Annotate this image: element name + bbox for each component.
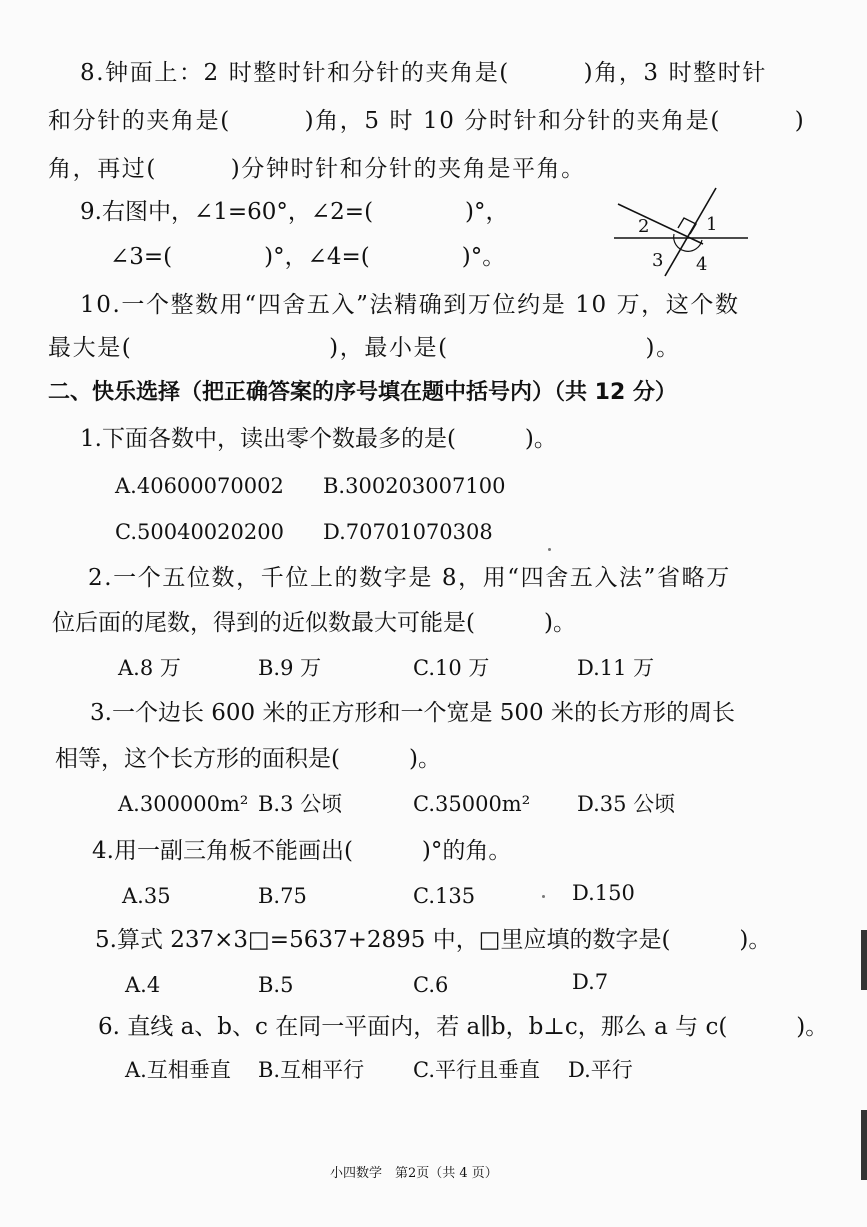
angle-label-3: 3 [652, 250, 664, 271]
choice-q1-option-c: C.50040020200 [115, 520, 284, 544]
choice-q1-stem: 1.下面各数中，读出零个数最多的是( )。 [80, 426, 557, 452]
choice-q6-option-d: D.平行 [568, 1058, 633, 1082]
choice-q3-option-d: D.35 公顷 [577, 792, 676, 816]
q9-line-1: 9.右图中，∠1=60°，∠2=( )°， [80, 199, 509, 225]
choice-q2-option-d: D.11 万 [577, 656, 655, 680]
scan-edge-mark [861, 930, 867, 990]
choice-q5-stem: 5.算式 237×3□=5637+2895 中，□里应填的数字是( )。 [95, 927, 772, 953]
choice-q2-option-c: C.10 万 [413, 656, 490, 680]
choice-q5-option-b: B.5 [258, 973, 294, 997]
choice-q1-option-d: D.70701070308 [323, 520, 493, 544]
choice-q6-option-a: A.互相垂直 [125, 1058, 231, 1082]
page-footer: 小四数学 第2页（共 4 页） [330, 1166, 498, 1181]
choice-q4-option-a: A.35 [122, 884, 171, 908]
choice-q6-stem: 6. 直线 a、b、c 在同一平面内，若 a∥b，b⊥c，那么 a 与 c( )。 [98, 1014, 829, 1040]
q10-line-2: 最大是( )，最小是( )。 [48, 335, 681, 361]
choice-q2-option-a: A.8 万 [118, 656, 181, 680]
choice-q1-option-a: A.40600070002 [115, 474, 284, 498]
angle-label-1: 1 [706, 214, 718, 235]
choice-q4-option-c: C.135 [413, 884, 476, 908]
choice-q3-stem-line-1: 3.一个边长 600 米的正方形和一个宽是 500 米的长方形的周长 [90, 700, 735, 726]
q10-line-1: 10.一个整数用“四舍五入”法精确到万位约是 10 万，这个数 [80, 292, 740, 318]
q8-line-1: 8.钟面上：2 时整时针和分针的夹角是( )角，3 时整时针 [80, 60, 767, 86]
choice-q3-option-c: C.35000m² [413, 792, 531, 816]
scan-speck [548, 548, 551, 551]
q9-line-2: ∠3=( )°，∠4=( )°。 [110, 244, 506, 270]
choice-q4-option-b: B.75 [258, 884, 307, 908]
choice-q2-stem-line-2: 位后面的尾数，得到的近似数最大可能是( )。 [52, 610, 576, 636]
choice-q3-option-b: B.3 公顷 [258, 792, 343, 816]
choice-q3-option-a: A.300000m² [118, 792, 249, 816]
choice-q4-option-d: D.150 [572, 881, 635, 905]
choice-q6-option-b: B.互相平行 [258, 1058, 365, 1082]
section-heading: 二、快乐选择（把正确答案的序号填在题中括号内）（共 12 分） [48, 380, 677, 405]
choice-q3-stem-line-2: 相等，这个长方形的面积是( )。 [55, 746, 441, 772]
choice-q5-option-c: C.6 [413, 973, 449, 997]
q8-line-2: 和分针的夹角是( )角，5 时 10 分时针和分针的夹角是( ) [48, 108, 806, 134]
scan-speck [542, 895, 545, 898]
choice-q6-option-c: C.平行且垂直 [413, 1058, 540, 1082]
choice-q5-option-a: A.4 [125, 973, 161, 997]
angle-figure [608, 184, 753, 280]
angle-label-4: 4 [696, 254, 708, 275]
scan-edge-mark [861, 1110, 867, 1180]
choice-q2-option-b: B.9 万 [258, 656, 322, 680]
choice-q4-stem: 4.用一副三角板不能画出( )°的角。 [92, 838, 512, 864]
choice-q5-option-d: D.7 [572, 970, 609, 994]
choice-q1-option-b: B.300203007100 [323, 474, 506, 498]
angle-label-2: 2 [638, 216, 650, 237]
q8-line-3: 角，再过( )分钟时针和分针的夹角是平角。 [48, 156, 586, 182]
choice-q2-stem-line-1: 2.一个五位数，千位上的数字是 8，用“四舍五入法”省略万 [88, 565, 731, 591]
